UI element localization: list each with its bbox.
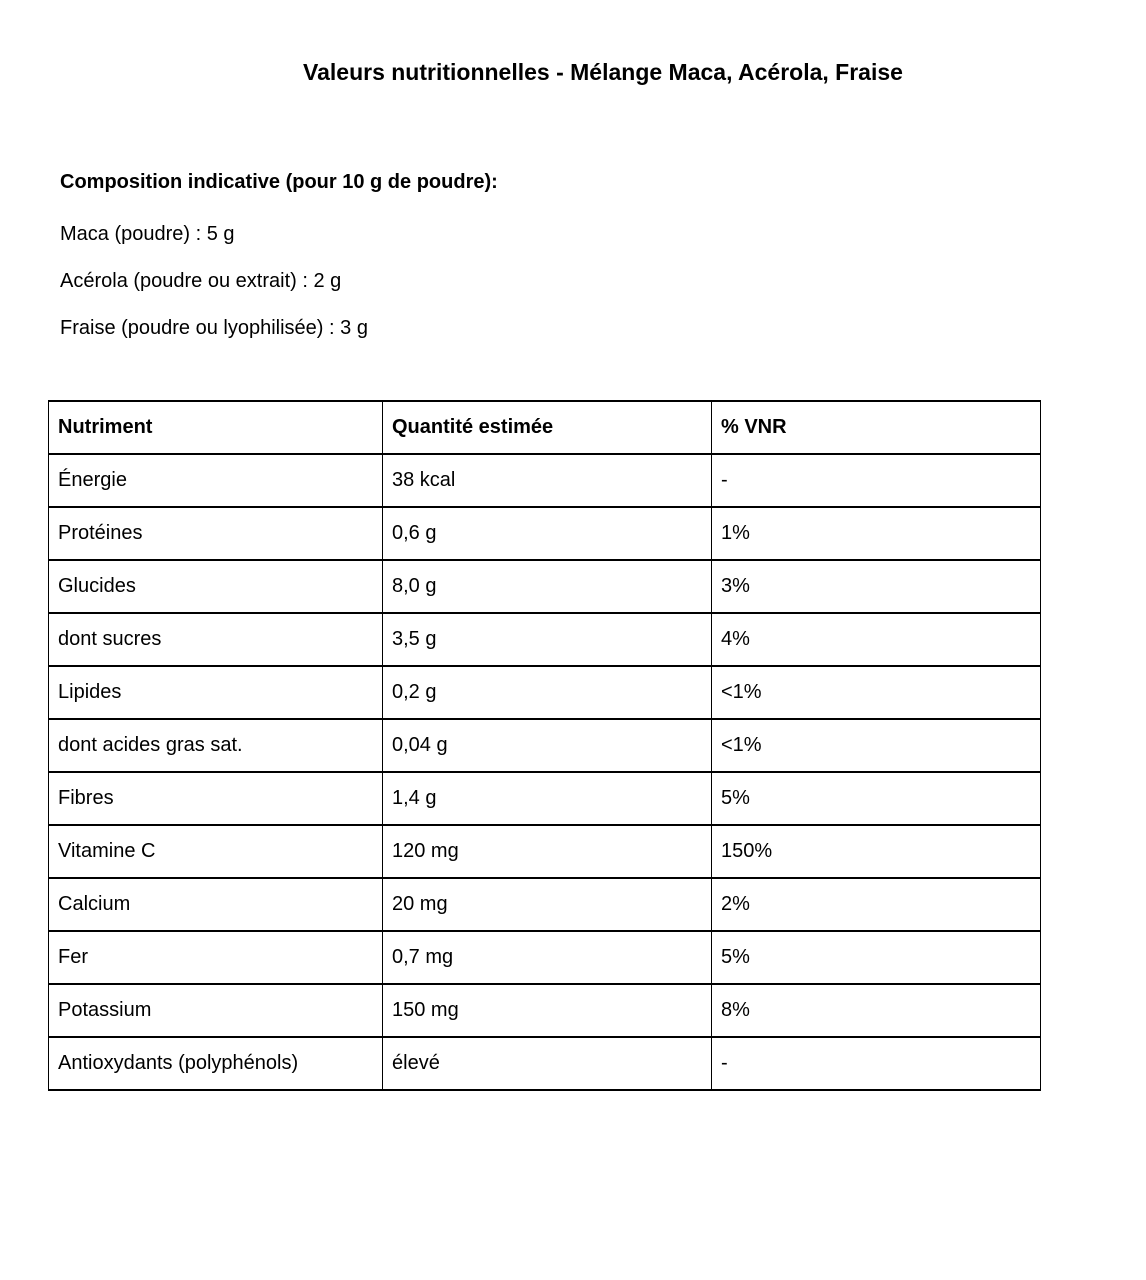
table-row	[49, 613, 1041, 666]
table-cell: Calcium	[49, 878, 383, 931]
table-header-row	[49, 401, 1041, 454]
table-row	[49, 719, 1041, 772]
table-cell: 38 kcal	[383, 454, 712, 507]
table-cell: Glucides	[49, 560, 383, 613]
table-cell: Antioxydants (polyphénols)	[49, 1037, 383, 1090]
table-cell: 2%	[712, 878, 1041, 931]
table-cell: Fer	[49, 931, 383, 984]
table-cell: 0,04 g	[383, 719, 712, 772]
table-row	[49, 772, 1041, 825]
composition-list	[60, 223, 1040, 340]
table-row	[49, 1037, 1041, 1090]
table-cell: 3%	[712, 560, 1041, 613]
table-cell: Vitamine C	[49, 825, 383, 878]
table-cell: 4%	[712, 613, 1041, 666]
composition-section	[60, 171, 1040, 364]
table-cell: <1%	[712, 666, 1041, 719]
table-cell: 150%	[712, 825, 1041, 878]
table-cell: 1,4 g	[383, 772, 712, 825]
table-cell: <1%	[712, 719, 1041, 772]
table-cell: Potassium	[49, 984, 383, 1037]
table-cell: 20 mg	[383, 878, 712, 931]
table-row	[49, 825, 1041, 878]
table-cell: 1%	[712, 507, 1041, 560]
table-cell: 0,6 g	[383, 507, 712, 560]
table-cell: Lipides	[49, 666, 383, 719]
table-header-cell: Quantité estimée	[383, 401, 712, 454]
table-cell: dont acides gras sat.	[49, 719, 383, 772]
table-cell: dont sucres	[49, 613, 383, 666]
table-row	[49, 984, 1041, 1037]
table-row	[49, 666, 1041, 719]
table-cell: 150 mg	[383, 984, 712, 1037]
table-cell: 120 mg	[383, 825, 712, 878]
composition-item: Acérola (poudre ou extrait) : 2 g	[60, 270, 342, 292]
table-cell: Énergie	[49, 454, 383, 507]
composition-item: Fraise (poudre ou lyophilisée) : 3 g	[60, 317, 368, 339]
table-row	[49, 507, 1041, 560]
table-cell: élevé	[383, 1037, 712, 1090]
table-header-cell: % VNR	[712, 401, 1041, 454]
table-cell: Fibres	[49, 772, 383, 825]
table-cell: 5%	[712, 931, 1041, 984]
table-cell: 0,7 mg	[383, 931, 712, 984]
table-cell: 3,5 g	[383, 613, 712, 666]
table-cell: Protéines	[49, 507, 383, 560]
page-title: Valeurs nutritionnelles - Mélange Maca, Acérola, Fraise	[303, 59, 903, 85]
table-row	[49, 878, 1041, 931]
composition-heading: Composition indicative (pour 10 g de poudre):	[60, 171, 498, 193]
table-cell: 0,2 g	[383, 666, 712, 719]
nutrition-table	[48, 400, 1041, 1091]
composition-item: Maca (poudre) : 5 g	[60, 223, 235, 245]
table-cell: 8,0 g	[383, 560, 712, 613]
table-row	[49, 454, 1041, 507]
table-header-cell: Nutriment	[49, 401, 383, 454]
table-row	[49, 931, 1041, 984]
nutrition-table-body	[49, 454, 1041, 1090]
nutrition-table-head	[49, 401, 1041, 454]
table-cell: -	[712, 1037, 1041, 1090]
table-cell: 5%	[712, 772, 1041, 825]
table-cell: -	[712, 454, 1041, 507]
table-cell: 8%	[712, 984, 1041, 1037]
table-row	[49, 560, 1041, 613]
